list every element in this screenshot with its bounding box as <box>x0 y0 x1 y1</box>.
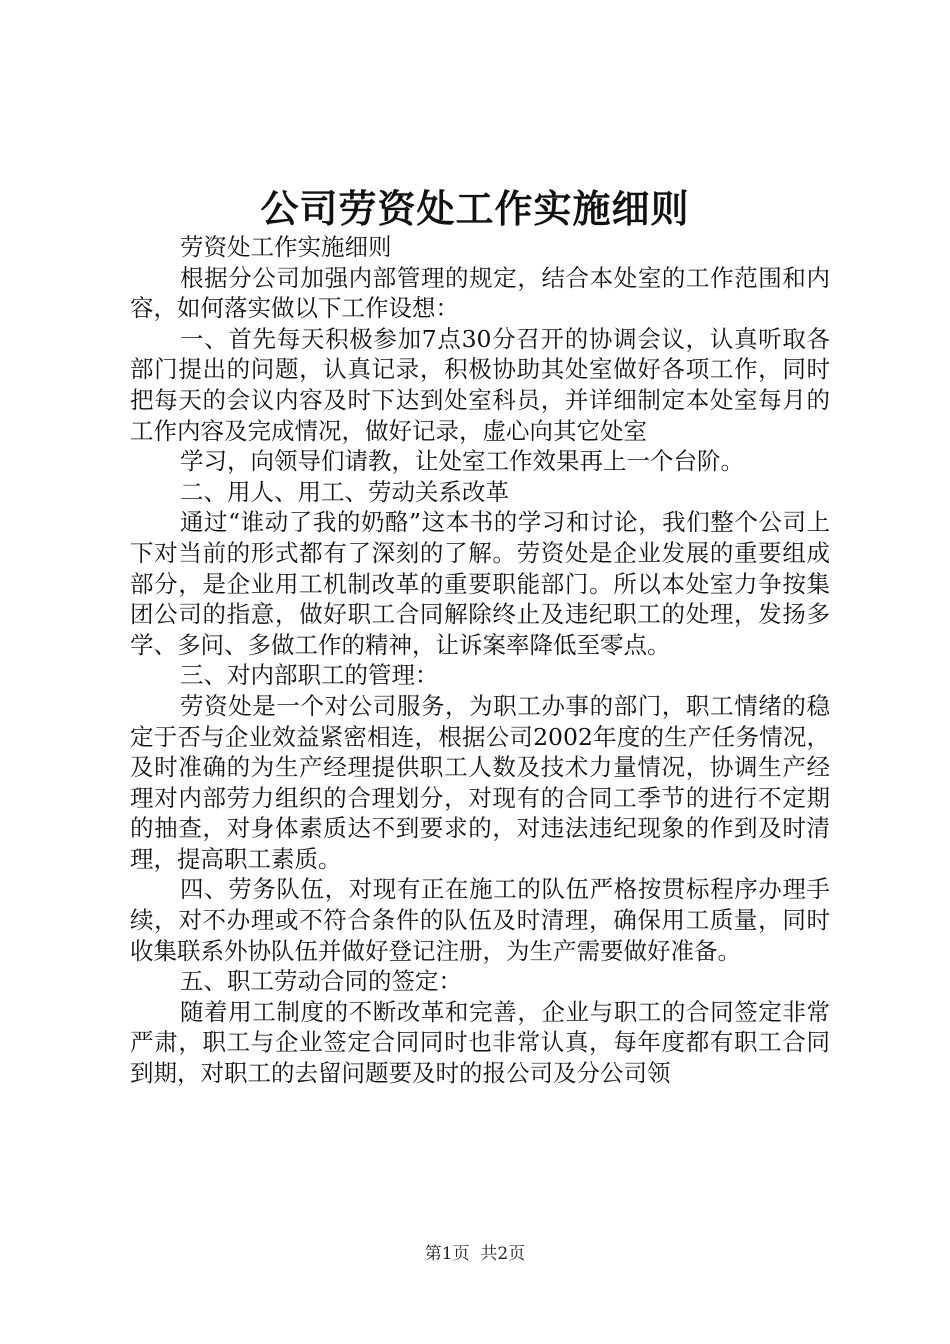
paragraph-section-1: 一、首先每天积极参加7点30分召开的协调会议，认真听取各部门提出的问题，认真记录，积极协助其处室做好各项工作，同时把每天的会议内容及时下达到处室科员，并详细制定本处室每月的工作内容及完成情况，做好记录，虚心向其它处室 <box>130 324 830 445</box>
paragraph-section-5-heading: 五、职工劳动合同的签定： <box>180 967 462 996</box>
paragraph-intro: 根据分公司加强内部管理的规定，结合本处室的工作范围和内容，如何落实做以下工作设想： <box>130 263 830 323</box>
document-body <box>130 232 830 1089</box>
paragraph-section-2-body: 通过“谁动了我的奶酪”这本书的学习和讨论，我们整个公司上下对当前的形式都有了深刻的了解。劳资处是企业发展的重要组成部分，是企业用工机制改革的重要职能部门。所以本处室力争按集团公司的指意，做好职工合同解除终止及违纪职工的处理，发扬多学、多问、多做工作的精神，让诉案率降低至零点。 <box>130 508 830 659</box>
paragraph-section-3-body: 劳资处是一个对公司服务，为职工办事的部门，职工情绪的稳定于否与企业效益紧密相连，根据公司2002年度的生产任务情况，及时准确的为生产经理提供职工人数及技术力量情况，协调生产经理对内部劳力组织的合理划分，对现有的合同工季节的进行不定期的抽查，对身体素质达不到要求的，对违法违纪现象的作到及时清理，提高职工素质。 <box>130 691 830 873</box>
paragraph-section-1-continued: 学习，向领导们请教，让处室工作效果再上一个台阶。 <box>180 447 744 476</box>
page-footer <box>0 1242 950 1266</box>
page-number-label: 第1页 共2页 <box>424 1244 526 1264</box>
paragraph-section-5-body: 随着用工制度的不断改革和完善，企业与职工的合同签定非常严肃，职工与企业签定合同同时也非常认真，每年度都有职工合同到期，对职工的去留问题要及时的报公司及分公司领 <box>130 997 830 1088</box>
paragraph-section-4: 四、劳务队伍，对现有正在施工的队伍严格按贯标程序办理手续，对不办理或不符合条件的队伍及时清理，确保用工质量，同时收集联系外协队伍并做好登记注册，为生产需要做好准备。 <box>130 875 830 965</box>
paragraph-section-3-heading: 三、对内部职工的管理： <box>180 661 439 690</box>
document-title: 公司劳资处工作实施细则 <box>260 186 690 231</box>
paragraph-subtitle: 劳资处工作实施细则 <box>180 233 392 261</box>
paragraph-section-2-heading: 二、用人、用工、劳动关系改革 <box>180 477 509 506</box>
